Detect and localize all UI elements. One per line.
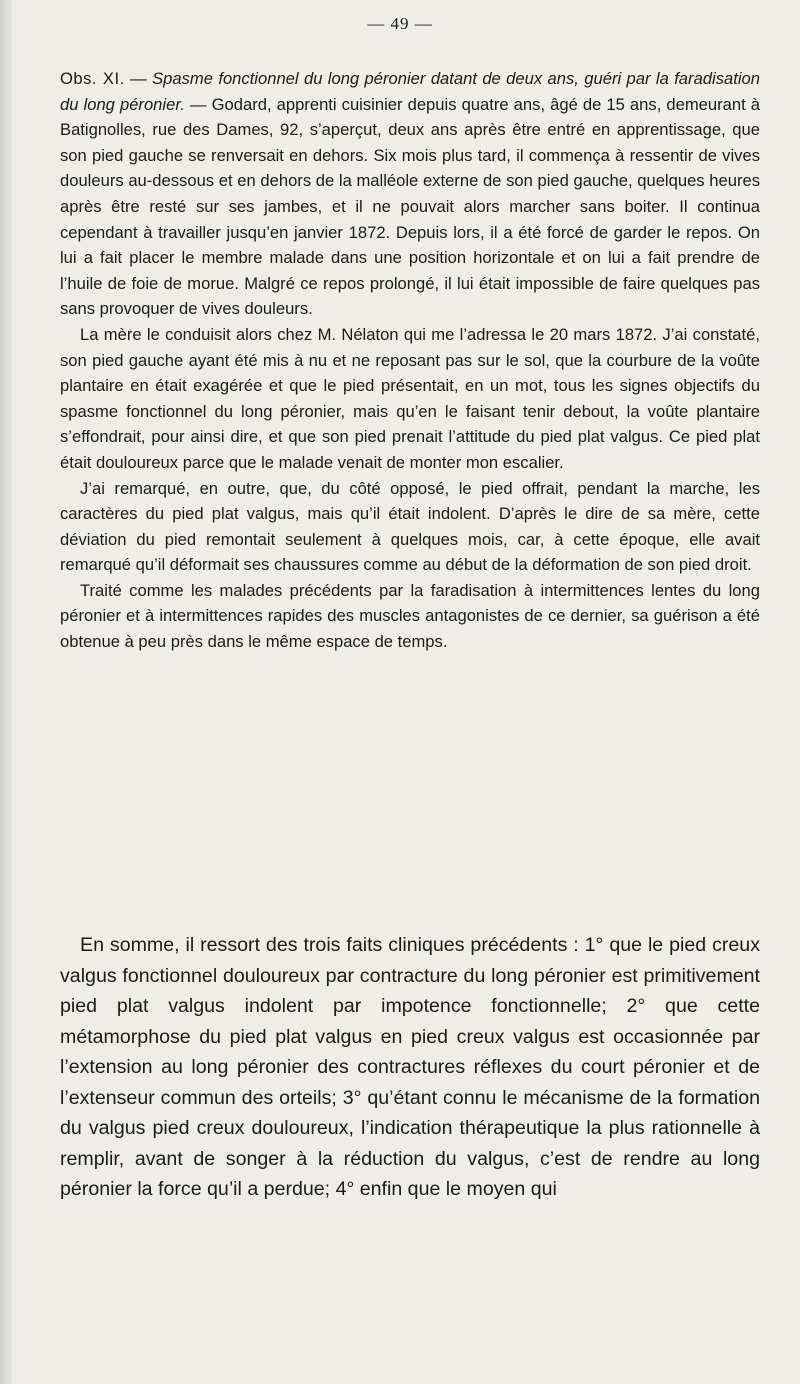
- observation-paragraph-3: J’ai remarqué, en outre, que, du côté opposé, le pied offrait, pendant la marche, les caractères du pied plat valgus, mais qu’il était indolent. D’après le dire de sa mère, cette déviation du pied remontait seulement à quelques mois, car, à cette époque, elle avait remarqué qu’il déformait ses chaussures comme au début de la déformation de son pied droit.: [60, 478, 760, 575]
- page-number: — 49 —: [367, 14, 433, 33]
- observation-paragraph-2: La mère le conduisit alors chez M. Nélaton qui me l’adressa le 20 mars 1872. J’ai constaté, son pied gauche ayant été mis à nu et ne reposant pas sur le sol, que la courbure de la voûte plantaire en était exagérée et que le pied présentait, en un mot, tous les signes objectifs du spasme fonctionnel du long péronier, mais qu’en le faisant tenir debout, la voûte plantaire s’effondrait, pour ainsi dire, et que son pied prenait l’attitude du pied plat valgus. Ce pied plat était douloureux parce que le malade venait de monter mon escalier.: [60, 324, 760, 472]
- observation-title: Spasme fonctionnel du long péronier datant de deux ans, guéri par la faradisation du long péronier.: [60, 69, 760, 114]
- observation-dash: —: [124, 69, 153, 88]
- observation-number: Obs. XI.: [60, 69, 125, 88]
- summary-block: [60, 930, 760, 1205]
- observation-block: [60, 66, 760, 655]
- summary-paragraph: En somme, il ressort des trois faits cliniques précédents : 1° que le pied creux valgus fonctionnel douloureux par contracture du long péronier est primitivement pied plat valgus indolent par impotence fonctionnelle; 2° que cette métamorphose du pied plat valgus en pied creux valgus est occasionnée par l’extension au long péronier des contractures réflexes du court péronier et de l’extenseur commun des orteils; 3° qu’étant connu le mécanisme de la formation du valgus pied creux douloureux, l’indication thérapeutique la plus rationnelle à remplir, avant de songer à la réduction du valgus, c’est de rendre au long péronier la force qu’il a perdue; 4° enfin que le moyen qui: [60, 934, 760, 1200]
- observation-intro-text: — Godard, apprenti cuisinier depuis quatre ans, âgé de 15 ans, demeurant à Batignolles, rue des Dames, 92, s’aperçut, deux ans après être entré en apprentissage, que son pied gauche se renversait en dehors. Six mois plus tard, il commença à ressentir de vives douleurs au-dessous et en dehors de la malléole externe de son pied gauche, quelques heures après être resté sur ses jambes, et il ne pouvait alors marcher sans boiter. Il continua cependant à travailler jusqu’en janvier 1872. Depuis lors, il a été forcé de garder le repos. On lui a fait placer le membre malade dans une position horizontale et on lui a fait prendre de l’huile de foie de morue. Malgré ce repos prolongé, il lui était impossible de faire quelques pas sans provoquer de vives douleurs.: [60, 94, 760, 319]
- observation-intro-paragraph: [60, 66, 760, 322]
- observation-paragraph-4: Traité comme les malades précédents par la faradisation à intermittences lentes du long péronier et à intermittences rapides des muscles antagonistes de ce dernier, sa guérison a été obtenue à peu près dans le même espace de temps.: [60, 580, 760, 652]
- page-edge-shadow: [0, 0, 12, 1384]
